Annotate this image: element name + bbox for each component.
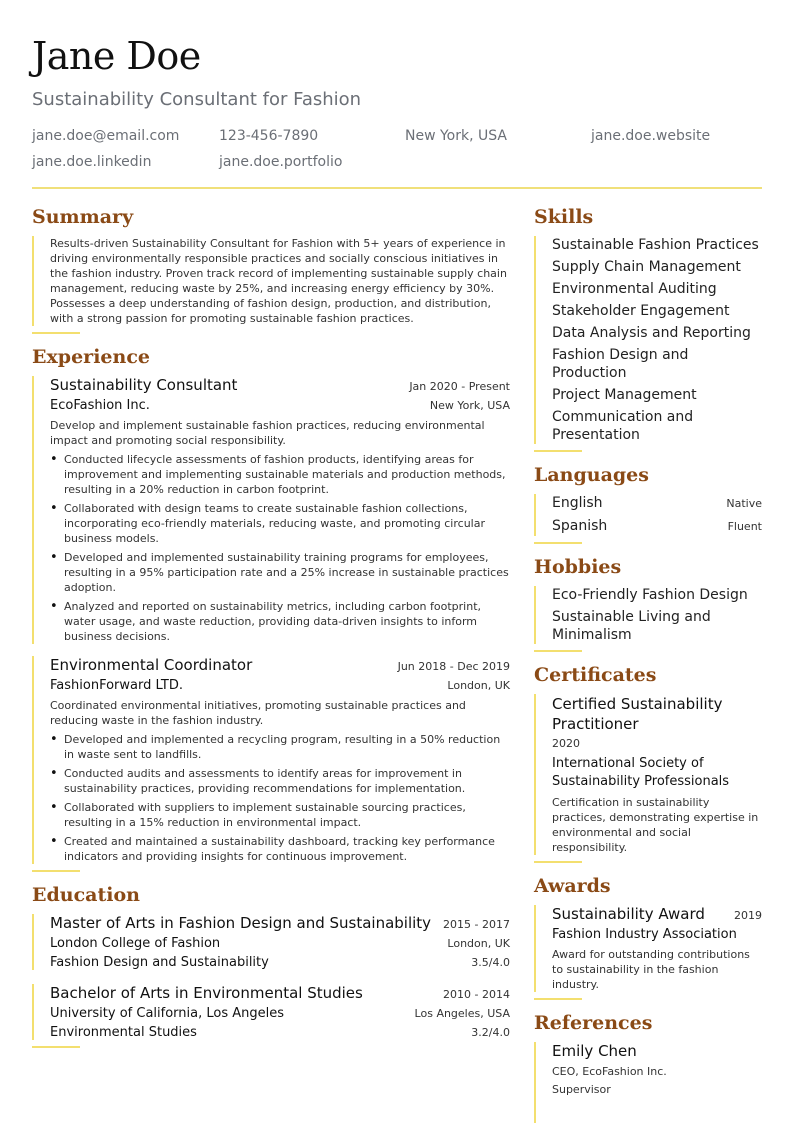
- section-divider: [32, 332, 80, 334]
- summary-heading: Summary: [32, 206, 134, 228]
- list-item: • Developed and implemented sustainability training programs for employees, resulting in a 95% participation rate and a 25% increase in sustainable practices adoption.: [50, 550, 510, 595]
- resume-name: Jane Doe: [32, 34, 201, 78]
- job-dates: Jan 2020 - Present: [409, 380, 510, 393]
- left-column: [32, 200, 510, 1060]
- certificate-year: 2020: [552, 737, 580, 750]
- award-name: Sustainability Award: [552, 905, 705, 923]
- degree-title: Bachelor of Arts in Environmental Studies: [50, 984, 363, 1002]
- certificate-name: Certified Sustainability Practitioner: [552, 695, 723, 733]
- language-name: Spanish: [552, 518, 608, 534]
- skill-item: Stakeholder Engagement: [552, 303, 730, 319]
- list-item: • Developed and implemented a recycling program, resulting in a 50% reduction in waste sent to landfills.: [50, 732, 510, 762]
- certificate-issuer: International Society of Sustainability Professionals: [552, 756, 730, 789]
- job-description: Coordinated environmental initiatives, promoting sustainable practices and reducing waste in the fashion industry.: [50, 699, 466, 727]
- degree-title: Master of Arts in Fashion Design and Sustainability: [50, 914, 432, 932]
- hobbies-list: [534, 586, 762, 644]
- school-name: London College of Fashion: [50, 936, 221, 951]
- header-divider: [32, 187, 762, 189]
- section-divider: [534, 450, 582, 452]
- job-title: Environmental Coordinator: [50, 656, 253, 674]
- summary-text: Results-driven Sustainability Consultant for Fashion with 5+ years of experience in driving environmentally responsible practices and socially conscious initiatives in the fashion industry. Proven track record of implementing sustainable supply chain management, reducing waste by 25%, and increasing energy efficiency by 30%. Possesses a deep understanding of fashion design, production, and distribution, with a strong passion for promoting sustainable fashion practices.: [50, 237, 507, 325]
- list-item: • Created and maintained a sustainability dashboard, tracking key performance indicators and providing insights for continuous improvement.: [50, 834, 510, 864]
- language-level: Fluent: [727, 520, 762, 533]
- school-name: University of California, Los Angeles: [50, 1006, 285, 1021]
- school-location: London, UK: [447, 937, 510, 950]
- field-of-study: Environmental Studies: [50, 1025, 197, 1040]
- experience-entry: [32, 376, 510, 644]
- education-entry: [32, 914, 510, 970]
- experience-entry: [32, 656, 510, 864]
- languages-heading: Languages: [534, 464, 649, 486]
- education-heading: Education: [32, 884, 140, 906]
- education-dates: 2010 - 2014: [443, 988, 510, 1001]
- right-column: [534, 200, 762, 1123]
- language-name: English: [552, 495, 603, 511]
- job-company: FashionForward LTD.: [50, 678, 184, 693]
- job-bullets: [50, 732, 510, 864]
- list-item: • Conducted lifecycle assessments of fashion products, identifying areas for improvement and implementing sustainable materials and production methods, resulting in a 20% reduction in carbon footprint.: [50, 452, 510, 497]
- education-dates: 2015 - 2017: [443, 918, 510, 931]
- section-divider: [32, 1046, 80, 1048]
- skill-item: Fashion Design and Production: [552, 347, 689, 381]
- award-entry: [534, 905, 762, 992]
- skill-item: Supply Chain Management: [552, 259, 741, 275]
- list-item: • Conducted audits and assessments to identify areas for improvement in sustainability practices, providing recommendations for implementation.: [50, 766, 510, 796]
- language-item: [552, 494, 762, 513]
- certificate-description: Certification in sustainability practices, demonstrating expertise in environmental and social responsibility.: [552, 796, 759, 854]
- job-location: London, UK: [447, 679, 510, 692]
- section-divider: [534, 998, 582, 1000]
- gpa: 3.5/4.0: [471, 956, 510, 969]
- list-item: • Collaborated with design teams to create sustainable fashion collections, incorporating eco-friendly materials, reducing waste, and promoting circular business models.: [50, 501, 510, 546]
- job-title: Sustainability Consultant: [50, 376, 238, 394]
- contact-website[interactable]: jane.doe.website: [591, 128, 711, 144]
- job-description: Develop and implement sustainable fashion practices, reducing environmental impact and promoting social responsibility.: [50, 419, 485, 447]
- education-entry: [32, 984, 510, 1040]
- award-description: Award for outstanding contributions to sustainability in the fashion industry.: [552, 948, 750, 991]
- skills-list: [534, 236, 762, 444]
- contact-linkedin[interactable]: jane.doe.linkedin: [32, 154, 152, 170]
- certificate-entry: [534, 694, 762, 855]
- skill-item: Data Analysis and Reporting: [552, 325, 751, 341]
- award-issuer: Fashion Industry Association: [552, 927, 737, 942]
- section-divider: [534, 542, 582, 544]
- skill-item: Project Management: [552, 387, 697, 403]
- gpa: 3.2/4.0: [471, 1026, 510, 1039]
- resume-title: Sustainability Consultant for Fashion: [32, 89, 362, 110]
- language-item: [552, 517, 762, 536]
- job-company: EcoFashion Inc.: [50, 398, 150, 413]
- list-item: • Analyzed and reported on sustainability metrics, including carbon footprint, water usage, and waste reduction, providing data-driven insights to inform business decisions.: [50, 599, 510, 644]
- contact-phone[interactable]: 123-456-7890: [219, 128, 319, 144]
- summary-section: [32, 236, 510, 326]
- skill-item: Environmental Auditing: [552, 281, 717, 297]
- hobby-item: Sustainable Living and Minimalism: [552, 609, 711, 643]
- list-item: • Collaborated with suppliers to implement sustainable sourcing practices, resulting in a 15% reduction in environmental impact.: [50, 800, 510, 830]
- award-year: 2019: [734, 909, 762, 922]
- job-location: New York, USA: [429, 399, 510, 412]
- hobbies-heading: Hobbies: [534, 556, 622, 578]
- field-of-study: Fashion Design and Sustainability: [50, 955, 269, 970]
- section-divider: [534, 650, 582, 652]
- experience-heading: Experience: [32, 346, 150, 368]
- reference-name: Emily Chen: [552, 1042, 637, 1060]
- certificates-heading: Certificates: [534, 664, 657, 686]
- section-divider: [32, 870, 80, 872]
- skill-item: Sustainable Fashion Practices: [552, 237, 759, 253]
- reference-entry: [534, 1042, 762, 1123]
- contact-email[interactable]: jane.doe@email.com: [32, 128, 180, 144]
- references-heading: References: [534, 1012, 653, 1034]
- skill-item: Communication and Presentation: [552, 409, 694, 443]
- contact-portfolio[interactable]: jane.doe.portfolio: [219, 154, 343, 170]
- contact-location: New York, USA: [405, 128, 507, 144]
- reference-position: CEO, EcoFashion Inc.: [552, 1065, 667, 1078]
- job-dates: Jun 2018 - Dec 2019: [397, 660, 510, 673]
- school-location: Los Angeles, USA: [414, 1007, 510, 1020]
- hobby-item: Eco-Friendly Fashion Design: [552, 587, 748, 603]
- languages-list: [534, 494, 762, 536]
- section-divider: [534, 861, 582, 863]
- skills-heading: Skills: [534, 206, 594, 228]
- reference-relation: Supervisor: [552, 1083, 611, 1096]
- language-level: Native: [726, 497, 762, 510]
- job-bullets: [50, 452, 510, 644]
- awards-heading: Awards: [534, 875, 611, 897]
